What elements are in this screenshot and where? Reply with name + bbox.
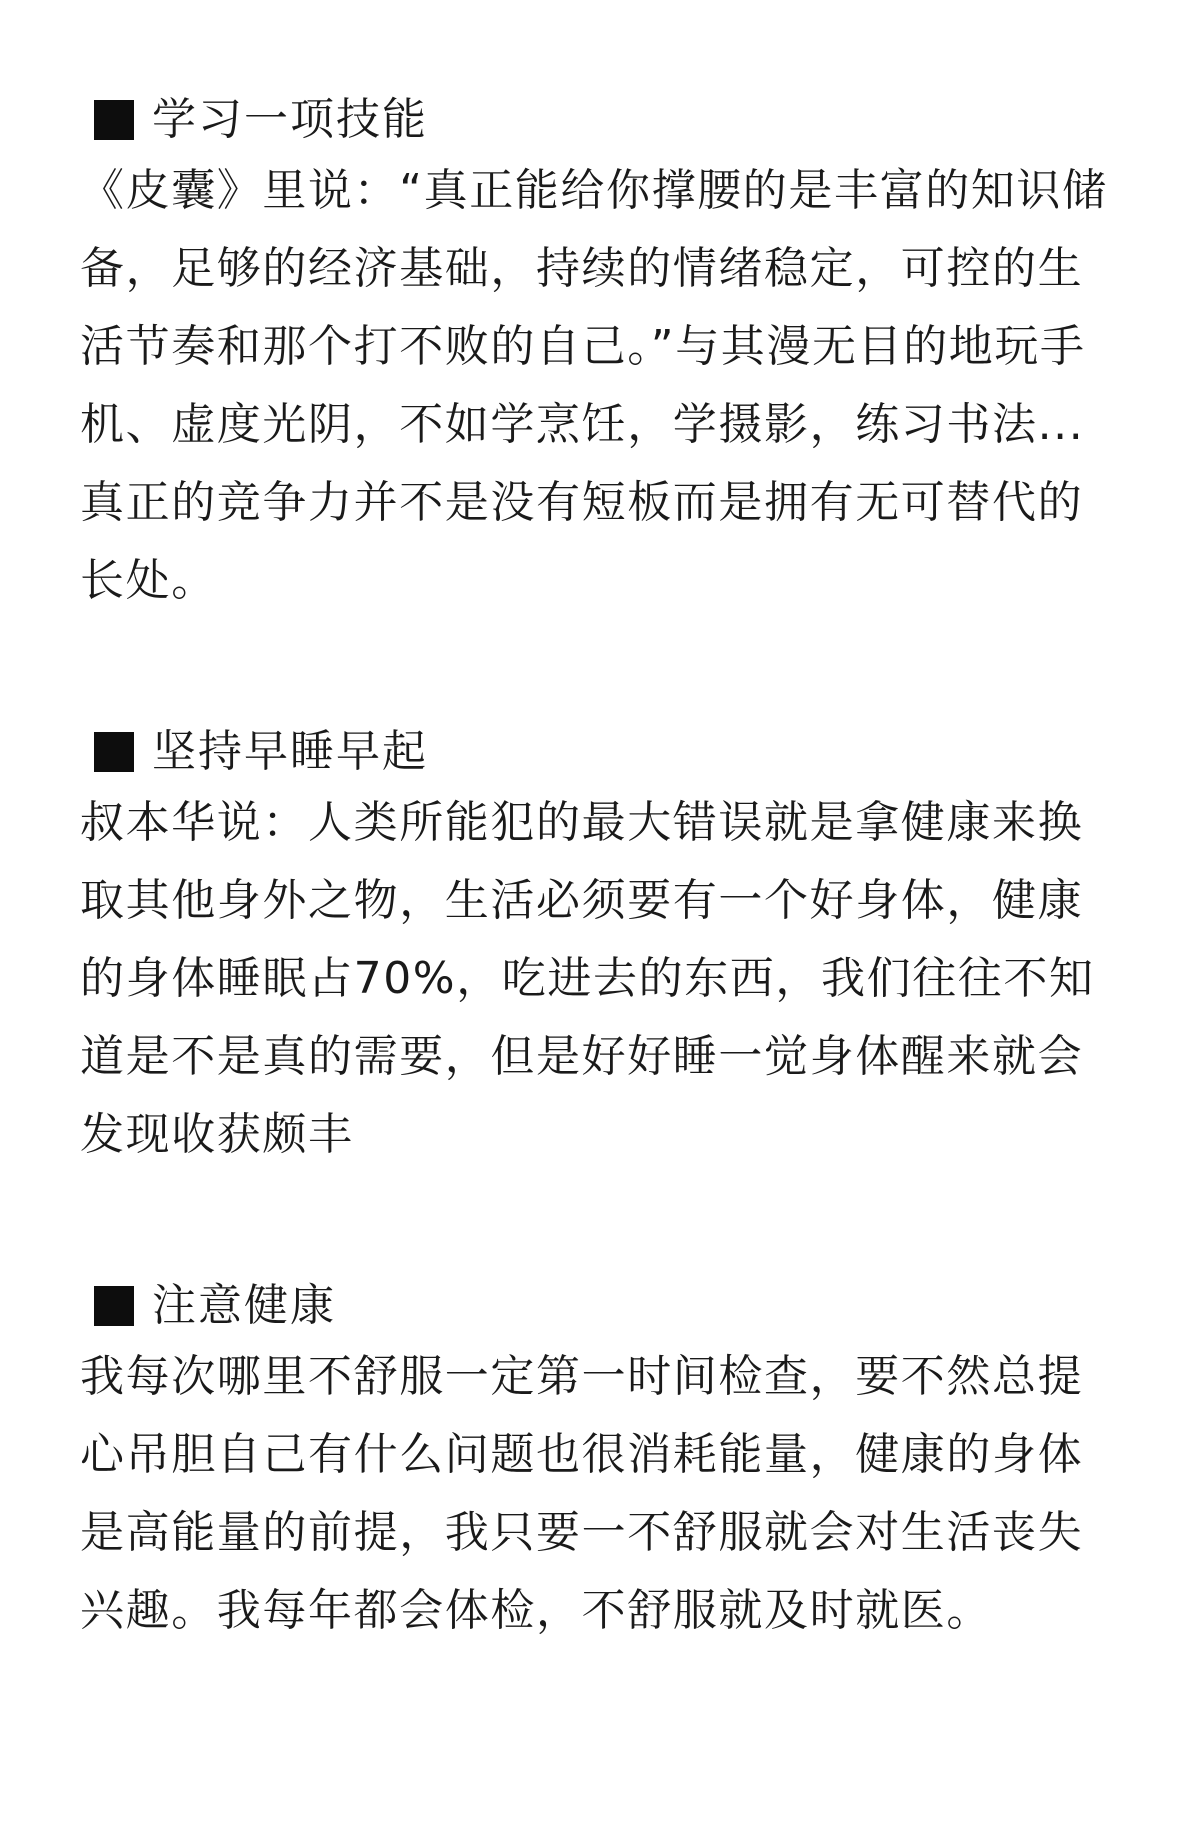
section-early-sleep bbox=[80, 720, 1110, 1174]
article-content bbox=[80, 88, 1110, 1750]
black-square-icon bbox=[94, 1286, 134, 1326]
black-square-icon bbox=[94, 100, 134, 140]
section-title: 坚持早睡早起 bbox=[152, 726, 428, 777]
section-heading bbox=[80, 720, 1110, 784]
section-paragraph: 叔本华说：人类所能犯的最大错误就是拿健康来换取其他身外之物，生活必须要有一个好身体，健康的身体睡眠占70%，吃进去的东西，我们往往不知道是不是真的需要，但是好好睡一觉身体醒来就会发现收获颇丰 bbox=[80, 797, 1095, 1160]
section-health bbox=[80, 1274, 1110, 1650]
section-heading bbox=[80, 88, 1110, 152]
section-paragraph: 我每次哪里不舒服一定第一时间检查，要不然总提心吊胆自己有什么问题也很消耗能量，健康的身体是高能量的前提，我只要一不舒服就会对生活丧失兴趣。我每年都会体检，不舒服就及时就医。 bbox=[80, 1351, 1084, 1636]
section-learn-skill bbox=[80, 88, 1110, 620]
section-title: 注意健康 bbox=[152, 1280, 336, 1331]
black-square-icon bbox=[94, 732, 134, 772]
section-heading bbox=[80, 1274, 1110, 1338]
section-title: 学习一项技能 bbox=[152, 94, 428, 145]
section-paragraph: 《皮囊》里说：“真正能给你撑腰的是丰富的知识储备，足够的经济基础，持续的情绪稳定，可控的生活节奏和那个打不败的自己。”与其漫无目的地玩手机、虚度光阴，不如学烹饪，学摄影，练习书法...真正的竞争力并不是没有短板而是拥有无可替代的长处。 bbox=[80, 165, 1108, 606]
